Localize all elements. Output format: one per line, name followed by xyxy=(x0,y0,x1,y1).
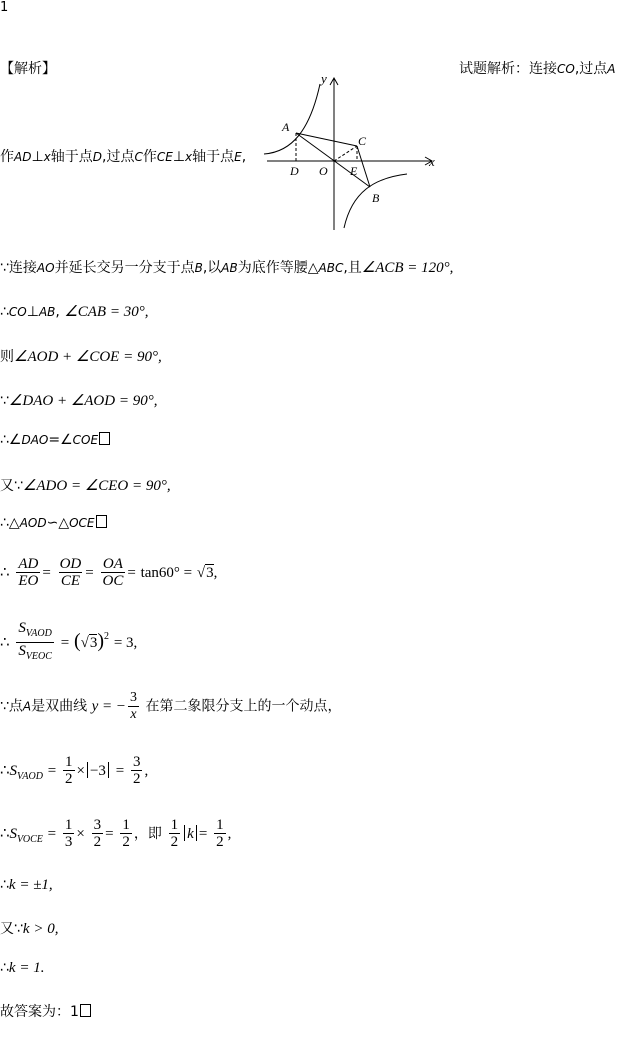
step-connect-ao: ∵连接AO并延长交另一分支于点B,以AB为底作等腰△ABC,且∠ACB = 120°, xyxy=(0,260,454,276)
step-similar-triangles: ∴△AOD∽△OCE xyxy=(0,515,107,531)
segment-oc xyxy=(334,146,357,161)
step-angle-sum-2: ∵∠DAO + ∠AOD = 90°, xyxy=(0,393,158,409)
label-c: C xyxy=(358,134,367,148)
step-k-value: ∴k = ±1, xyxy=(0,877,53,893)
label-o: O xyxy=(319,164,328,178)
page-number: 1 xyxy=(0,0,9,15)
analysis-intro: 试题解析：连接CO,过点A xyxy=(459,61,616,77)
analysis-tag: 【解析】 xyxy=(0,61,56,77)
label-y: y xyxy=(321,71,327,86)
step-k-result: ∴k = 1. xyxy=(0,960,45,976)
label-e: E xyxy=(350,164,358,178)
step-angle-equal: ∴∠DAO=∠COE xyxy=(0,432,110,448)
hyperbola-upper-branch xyxy=(264,84,320,154)
label-b: B xyxy=(372,191,380,205)
construction-line: 作AD⊥x轴于点D,过点C作CE⊥x轴于点E, xyxy=(0,149,247,165)
geometry-figure xyxy=(262,70,442,235)
step-hyperbola: ∵点A是双曲线 y = − $\frac{3}{x}$ 在第二象限分支上的一个动点， xyxy=(0,690,342,722)
step-area-ratio: ∴ $\frac{S_{VAOD}}{S_{VEOC}}$ = $(√3)^2 = 3$, xyxy=(0,620,137,665)
label-d: D xyxy=(290,164,299,178)
segment-cb xyxy=(357,146,370,187)
final-answer: 故答案为：1 xyxy=(0,1001,91,1021)
step-right-angles: 又∵∠ADO = ∠CEO = 90°, xyxy=(0,478,171,494)
step-angle-sum-1: 则∠AOD + ∠COE = 90°, xyxy=(0,349,162,365)
label-x: x xyxy=(429,154,435,169)
step-co-perp-ab: ∴CO⊥AB, ∠CAB = 30°, xyxy=(0,304,149,320)
step-area-oce: $\therefore S_{VOCE}$ = $\frac{1}{3}$ × $\frac{3}{2}$ = $\frac{1}{2}$ ，即 $\frac{1}{2}$ k = $\frac{1}{2}$ , xyxy=(0,817,232,850)
label-a: A xyxy=(282,120,290,134)
step-ratio: ∴ $\frac{AD}{EO}$ = $\frac{OD}{CE}$ = $\frac{OA}{OC}$ = tan60° = √3, xyxy=(0,556,218,589)
step-k-positive: 又∵k > 0, xyxy=(0,921,59,937)
step-area-aod: $\therefore S_{VAOD}$ = $\frac{1}{2}$ × −3 = $\frac{3}{2}$ , xyxy=(0,754,149,787)
